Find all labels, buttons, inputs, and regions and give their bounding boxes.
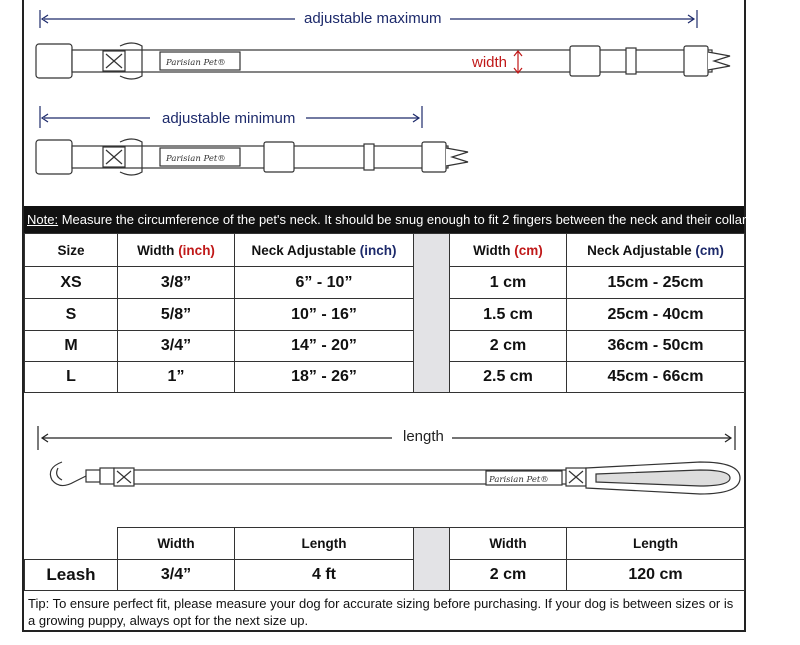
size-cell: L bbox=[25, 362, 118, 393]
neck-cm-cell: 15cm - 25cm bbox=[567, 267, 745, 299]
leash-shape bbox=[50, 462, 740, 494]
leash-header-length-cm: Length bbox=[567, 528, 745, 560]
table-row bbox=[25, 560, 745, 591]
width-label: width bbox=[472, 54, 508, 71]
header-size: Size bbox=[25, 234, 118, 267]
header-width-inch: Width (inch) bbox=[118, 234, 235, 267]
leash-length-ft-cell: 4 ft bbox=[235, 560, 414, 591]
collar-min bbox=[36, 139, 468, 175]
neck-inch-cell: 10” - 16” bbox=[235, 299, 414, 331]
header-width-cm: Width (cm) bbox=[450, 234, 567, 267]
note-text: Measure the circumference of the pet's neck. It should be snug enough to fit 2 fingers between the neck and their collar. bbox=[58, 212, 750, 227]
leash-header-length-ft: Length bbox=[235, 528, 414, 560]
width-cm-cell: 1 cm bbox=[450, 267, 567, 299]
brand-logo-max: Parisian Pet® bbox=[166, 58, 226, 68]
adjustable-minimum-label: adjustable minimum bbox=[162, 110, 296, 127]
neck-inch-cell: 18” - 26” bbox=[235, 362, 414, 393]
sizing-tip: Tip: To ensure perfect fit, please measure your dog for accurate sizing before purchasing. If your dog is between sizes or is a growing puppy, always opt for the next size up. bbox=[28, 596, 734, 628]
leash-width-cm-cell: 2 cm bbox=[450, 560, 567, 591]
leash-table-divider bbox=[414, 528, 450, 591]
size-cell: M bbox=[25, 331, 118, 362]
note-prefix: Note: bbox=[27, 212, 59, 227]
leash-name-cell: Leash bbox=[25, 560, 118, 591]
leash-header-width-inch: Width bbox=[118, 528, 235, 560]
width-inch-cell: 3/8” bbox=[118, 267, 235, 299]
neck-inch-cell: 6” - 10” bbox=[235, 267, 414, 299]
collar-max bbox=[36, 43, 730, 79]
adjustable-maximum-label: adjustable maximum bbox=[304, 10, 442, 27]
measurement-note bbox=[24, 206, 750, 233]
size-cell: XS bbox=[25, 267, 118, 299]
table-row bbox=[25, 362, 745, 393]
leash-header-width-cm: Width bbox=[450, 528, 567, 560]
width-cm-cell: 2 cm bbox=[450, 331, 567, 362]
brand-logo-min: Parisian Pet® bbox=[166, 154, 226, 164]
brand-logo-leash: Parisian Pet® bbox=[489, 475, 549, 485]
table-divider bbox=[414, 234, 450, 393]
neck-cm-cell: 36cm - 50cm bbox=[567, 331, 745, 362]
size-cell: S bbox=[25, 299, 118, 331]
leash-size-table bbox=[24, 527, 745, 591]
neck-inch-cell: 14” - 20” bbox=[235, 331, 414, 362]
width-inch-cell: 5/8” bbox=[118, 299, 235, 331]
table-row bbox=[25, 267, 745, 299]
leash-diagram bbox=[0, 410, 800, 520]
leash-width-inch-cell: 3/4” bbox=[118, 560, 235, 591]
leash-header-blank bbox=[25, 528, 118, 560]
width-inch-cell: 1” bbox=[118, 362, 235, 393]
length-label: length bbox=[403, 428, 444, 445]
width-cm-cell: 2.5 cm bbox=[450, 362, 567, 393]
collar-diagram bbox=[0, 0, 800, 200]
header-neck-inch: Neck Adjustable (inch) bbox=[235, 234, 414, 267]
header-neck-cm: Neck Adjustable (cm) bbox=[567, 234, 745, 267]
neck-cm-cell: 45cm - 66cm bbox=[567, 362, 745, 393]
width-cm-cell: 1.5 cm bbox=[450, 299, 567, 331]
leash-length-cm-cell: 120 cm bbox=[567, 560, 745, 591]
collar-size-table bbox=[24, 233, 745, 393]
table-row bbox=[25, 299, 745, 331]
neck-cm-cell: 25cm - 40cm bbox=[567, 299, 745, 331]
table-row bbox=[25, 331, 745, 362]
width-inch-cell: 3/4” bbox=[118, 331, 235, 362]
